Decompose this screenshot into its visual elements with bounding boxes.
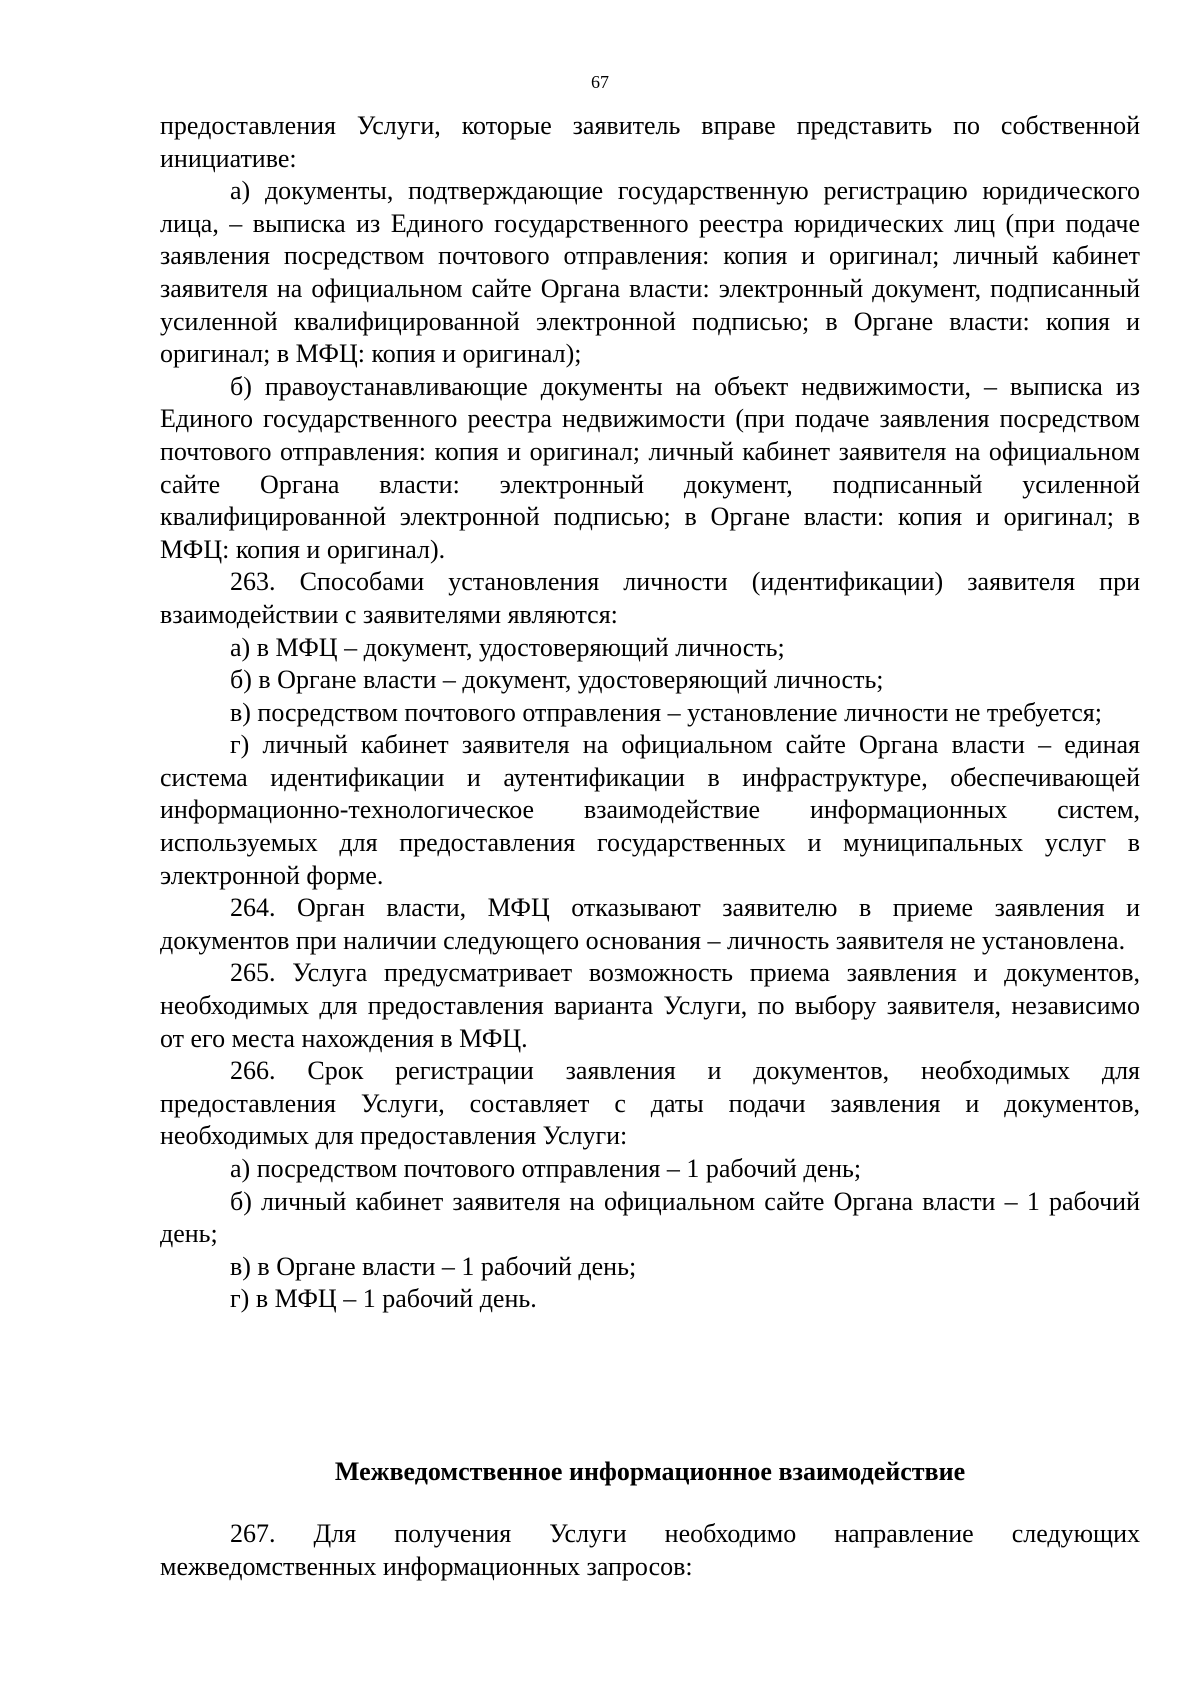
paragraph-267: 267. Для получения Услуги необходимо направление следующих межведомственных информационных запросов: (160, 1519, 1140, 1581)
paragraph-266-item-a: а) посредством почтового отправления – 1 рабочий день; (230, 1154, 862, 1183)
paragraph-263-item-b: б) в Органе власти – документ, удостоверяющий личность; (230, 665, 884, 695)
paragraph-item-b-title-documents: б) правоустанавливающие документы на объект недвижимости, – выписка из Единого государственного реестра недвижимости (при подаче заявления посредством почтового отправления: копия и оригинал; личный кабинет заявителя на официальном сайте Органа власти: электронный документ, подписанный усиленной квалифицированной электронной подписью; в Органе власти: копия и оригинал; в МФЦ: копия и оригинал). (160, 371, 1140, 564)
paragraph-266-item-d: г) в МФЦ – 1 рабочий день. (230, 1284, 537, 1314)
paragraph-265: 265. Услуга предусматривает возможность приема заявления и документов, необходимых для предоставления варианта Услуги, по выбору заявителя, независимо от его места нахождения в МФЦ. (160, 958, 1140, 1053)
section-heading: Межведомственное информационное взаимодействие (334, 1457, 966, 1486)
paragraph-263-item-d: г) личный кабинет заявителя на официальном сайте Органа власти – единая система идентификации и аутентификации в инфраструктуре, обеспечивающей информационно-технологическое взаимодействие информационных систем, используемых для предоставления государственных и муниципальных услуг в электронной форме. (160, 730, 1140, 890)
paragraph-item-a-registration: а) документы, подтверждающие государственную регистрацию юридического лица, – выписка из Единого государственного реестра юридических лиц (при подаче заявления посредством почтового отправления: копия и оригинал; личный кабинет заявителя на официальном сайте Органа власти: электронный документ, подписанный усиленной квалифицированной электронной подписью; в Органе власти: копия и оригинал; в МФЦ: копия и оригинал); (160, 176, 1140, 369)
paragraph-263-item-a: а) в МФЦ – документ, удостоверяющий личность; (230, 632, 785, 662)
document-body (160, 110, 1140, 1316)
page-number: 67 (591, 72, 609, 92)
paragraph-continuation: предоставления Услуги, которые заявитель вправе представить по собственной инициативе: (160, 111, 1140, 173)
paragraph-264: 264. Орган власти, МФЦ отказывают заявителю в приеме заявления и документов при наличии следующего основания – личность заявителя не установлена. (160, 893, 1140, 955)
paragraph-266: 266. Срок регистрации заявления и документов, необходимых для предоставления Услуги, составляет с даты подачи заявления и документов, необходимых для предоставления Услуги: (160, 1056, 1140, 1151)
paragraph-263-item-c: в) посредством почтового отправления – установление личности не требуется; (230, 697, 1102, 727)
paragraph-263: 263. Способами установления личности (идентификации) заявителя при взаимодействии с заявителями являются: (160, 567, 1140, 629)
paragraph-266-item-b: б) личный кабинет заявителя на официальном сайте Органа власти – 1 рабочий день; (160, 1186, 1140, 1249)
paragraph-266-item-c: в) в Органе власти – 1 рабочий день; (230, 1251, 637, 1281)
document-body-continued (160, 1518, 1140, 1583)
